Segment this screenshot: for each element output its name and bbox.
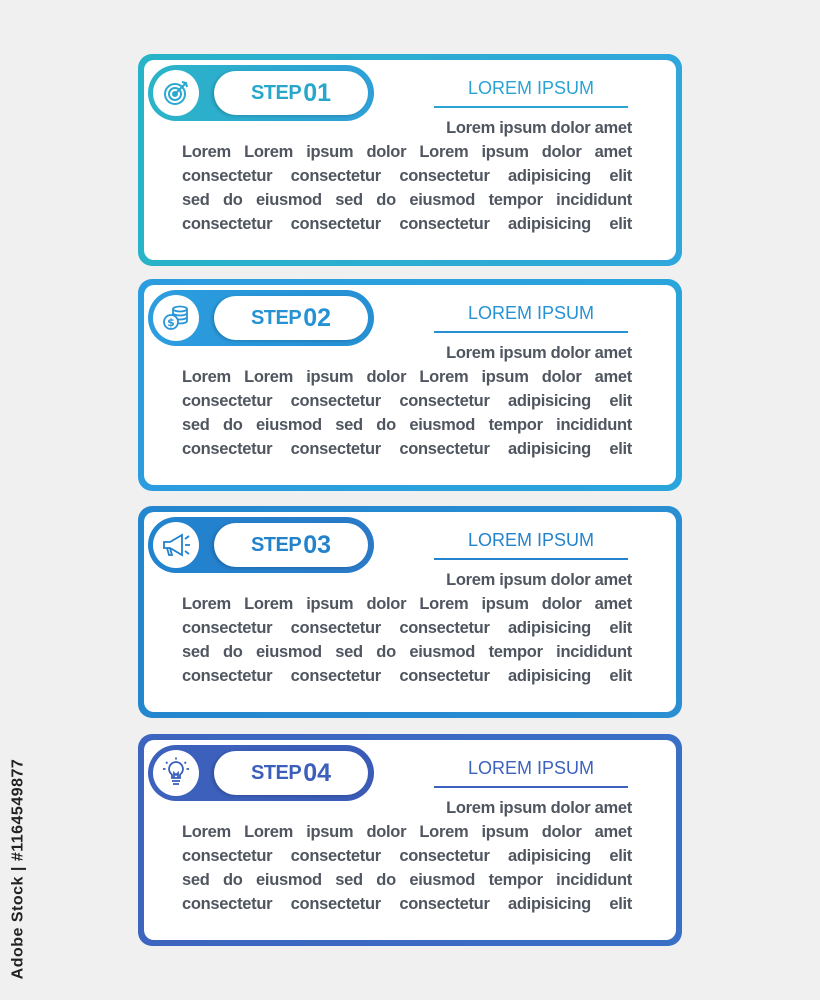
svg-text:$: $ [167, 316, 175, 329]
step-word: STEP [250, 306, 302, 329]
text-line: consectetur consectetur consectetur adipisicing elit [182, 895, 632, 913]
text-line: sed do eiusmod sed do eiusmod tempor incididunt [182, 416, 632, 434]
step-label-pill [214, 71, 368, 115]
text-line: Lorem ipsum dolor amet [446, 119, 632, 137]
text-line: Lorem Lorem ipsum dolor Lorem ipsum dolor amet [182, 143, 632, 161]
text-line: consectetur consectetur consectetur adipisicing elit [182, 619, 632, 637]
text-line: sed do eiusmod sed do eiusmod tempor incididunt [182, 643, 632, 661]
step-icon-tab [148, 745, 374, 801]
text-line: Lorem ipsum dolor amet [446, 344, 632, 362]
text-line: sed do eiusmod sed do eiusmod tempor incididunt [182, 191, 632, 209]
text-line: Lorem ipsum dolor amet [446, 799, 632, 817]
text-line: Lorem Lorem ipsum dolor Lorem ipsum dolor amet [182, 368, 632, 386]
text-line: Lorem ipsum dolor amet [446, 571, 632, 589]
step-body-text [182, 116, 632, 236]
step-label-pill [214, 523, 368, 567]
step-label-pill [214, 751, 368, 795]
text-line: Lorem Lorem ipsum dolor Lorem ipsum dolor amet [182, 595, 632, 613]
step-number: 02 [303, 303, 332, 332]
step-body-text [182, 568, 632, 688]
step-card-3 [138, 506, 682, 718]
step-card-1 [138, 54, 682, 266]
text-line: consectetur consectetur consectetur adipisicing elit [182, 667, 632, 685]
step-number: 01 [303, 78, 332, 107]
step-icon-tab [148, 517, 374, 573]
lightbulb-icon [153, 750, 199, 796]
megaphone-icon [153, 522, 199, 568]
watermark-text: Adobe Stock | #1164549877 [9, 758, 26, 980]
step-number: 03 [303, 530, 332, 559]
step-card-4 [138, 734, 682, 946]
step-word: STEP [250, 533, 302, 556]
step-card-2 [138, 279, 682, 491]
text-line: consectetur consectetur consectetur adipisicing elit [182, 440, 632, 458]
step-icon-tab [148, 65, 374, 121]
step-body-text [182, 796, 632, 916]
step-number: 04 [303, 758, 332, 787]
text-line: consectetur consectetur consectetur adipisicing elit [182, 847, 632, 865]
stock-watermark [4, 744, 32, 994]
step-heading: LOREM IPSUM [434, 530, 628, 560]
target-icon [153, 70, 199, 116]
step-heading: LOREM IPSUM [434, 303, 628, 333]
step-heading: LOREM IPSUM [434, 758, 628, 788]
step-word: STEP [250, 761, 302, 784]
step-body-text [182, 341, 632, 461]
coins-icon [153, 295, 199, 341]
step-icon-tab [148, 290, 374, 346]
step-heading: LOREM IPSUM [434, 78, 628, 108]
text-line: consectetur consectetur consectetur adipisicing elit [182, 215, 632, 233]
text-line: consectetur consectetur consectetur adipisicing elit [182, 392, 632, 410]
step-word: STEP [250, 81, 302, 104]
text-line: Lorem Lorem ipsum dolor Lorem ipsum dolor amet [182, 823, 632, 841]
text-line: sed do eiusmod sed do eiusmod tempor incididunt [182, 871, 632, 889]
text-line: consectetur consectetur consectetur adipisicing elit [182, 167, 632, 185]
step-label-pill [214, 296, 368, 340]
